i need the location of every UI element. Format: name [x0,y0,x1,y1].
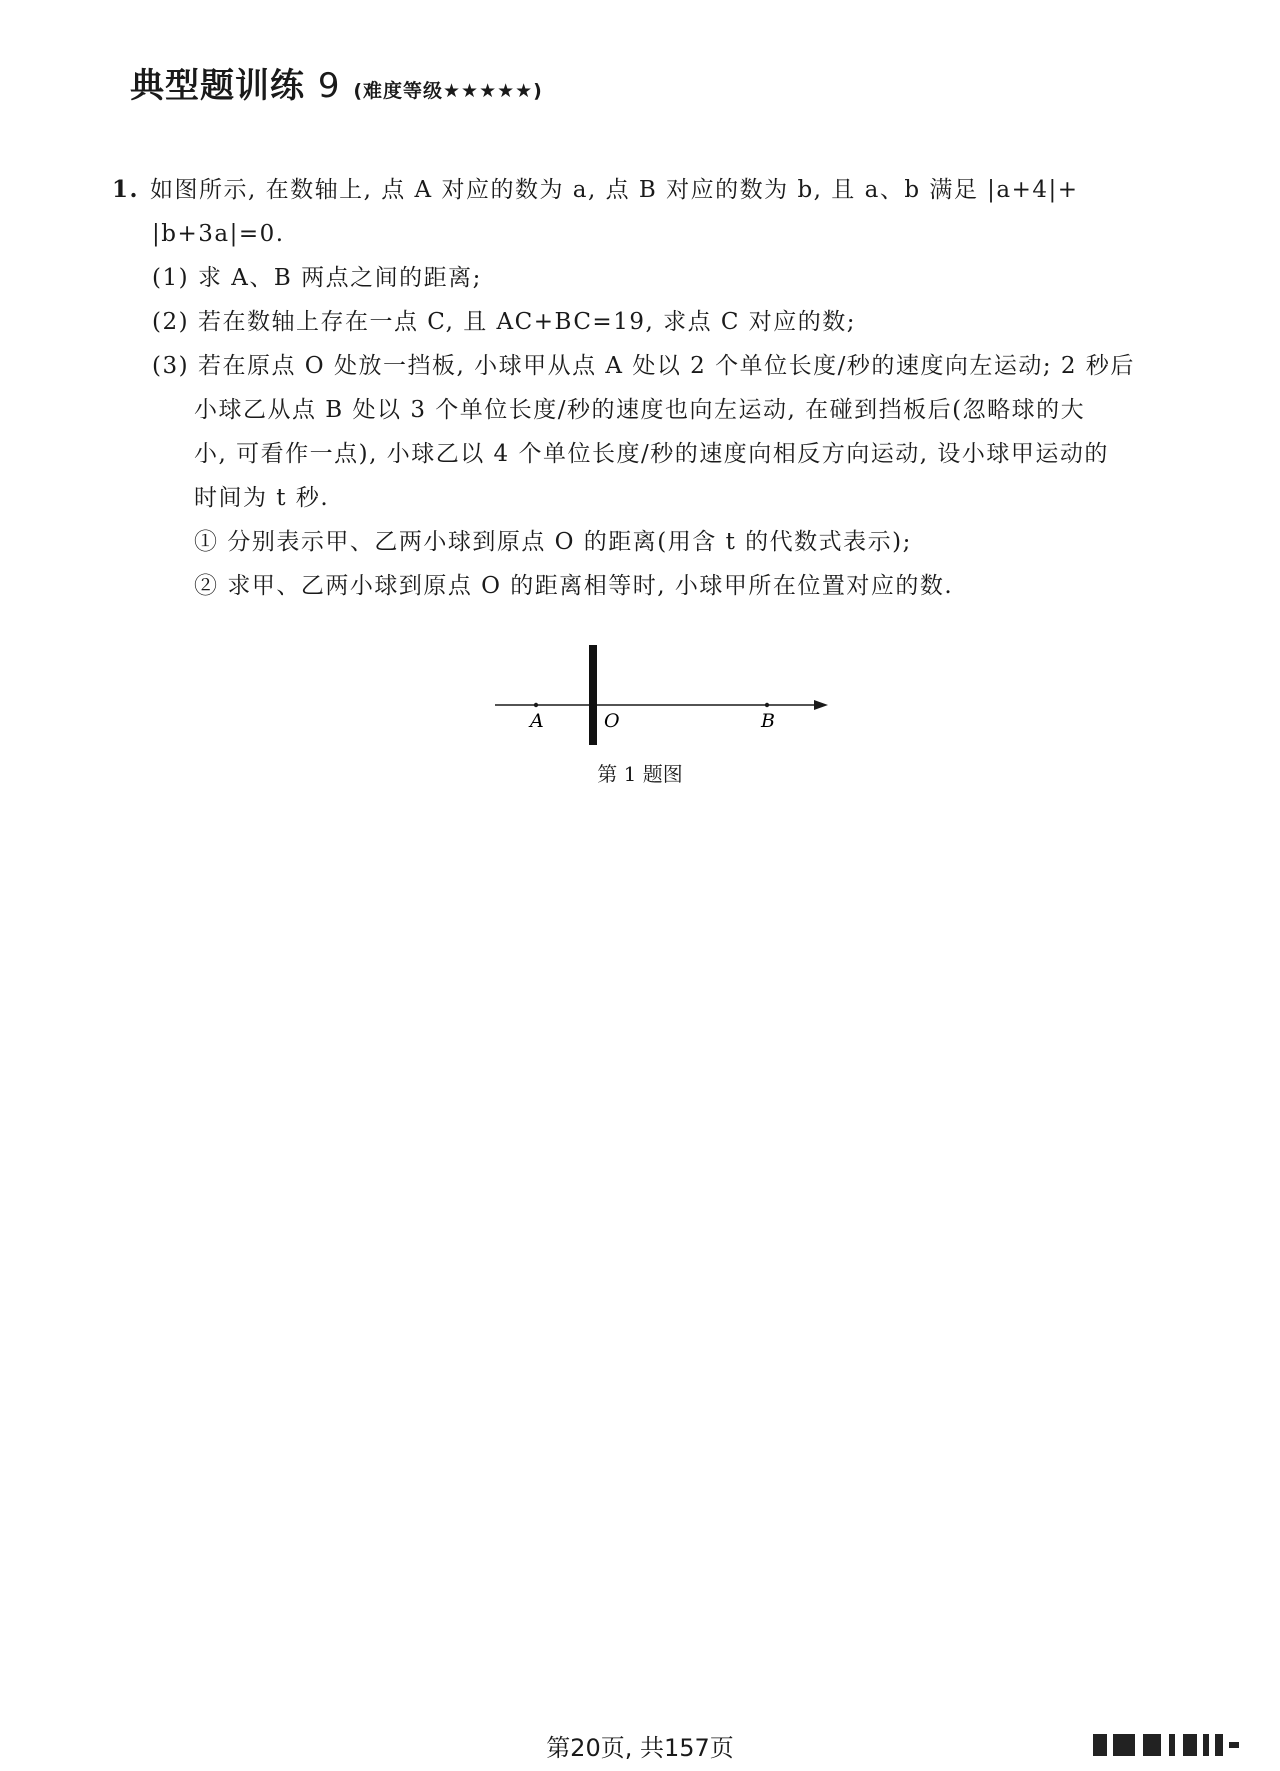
part-1: (1) 求 A、B 两点之间的距离; [152,265,482,291]
question-number: 1. [112,176,140,203]
stem-text-1: 如图所示, 在数轴上, 点 A 对应的数为 a, 点 B 对应的数为 b, 且 a、b 满足 |a+4|+ [150,177,1079,203]
subpart-1: ① 分别表示甲、乙两小球到原点 O 的距离(用含 t 的代数式表示); [194,529,912,555]
page-footer: 第20页, 共157页 [546,1734,734,1762]
barrier-board [589,645,597,745]
scan-marks-icon [1085,1730,1245,1760]
label-a: A [530,710,544,732]
label-b: B [761,710,775,732]
axis-arrow-icon [814,700,828,710]
figure-caption: 第 1 题图 [597,762,683,786]
part-3: (3) 若在原点 O 处放一挡板, 小球甲从点 A 处以 2 个单位长度/秒的速度向左运动; 2 秒后 [152,353,1135,379]
part-3-line2: 小球乙从点 B 处以 3 个单位长度/秒的速度也向左运动, 在碰到挡板后(忽略球的大 [194,397,1086,423]
part-3-line3: 小, 可看作一点), 小球乙以 4 个单位长度/秒的速度向相反方向运动, 设小球甲运动的 [194,441,1109,467]
question-stem-line1 [112,168,1202,212]
title-number: 9 [317,66,341,106]
label-o: O [604,710,620,732]
number-line-figure [480,640,840,745]
subpart-2: ② 求甲、乙两小球到原点 O 的距离相等时, 小球甲所在位置对应的数. [194,573,954,599]
part-3-line4: 时间为 t 秒. [194,485,330,511]
question-stem-line2: |b+3a|=0. [152,221,285,247]
point-b-dot [765,703,769,707]
page-title [130,58,543,107]
question-block [112,168,1202,608]
title-text: 典型题训练 [130,66,305,106]
difficulty-label: (难度等级★★★★★) [353,80,543,102]
point-a-dot [534,703,538,707]
part-2: (2) 若在数轴上存在一点 C, 且 AC+BC=19, 求点 C 对应的数; [152,309,857,335]
